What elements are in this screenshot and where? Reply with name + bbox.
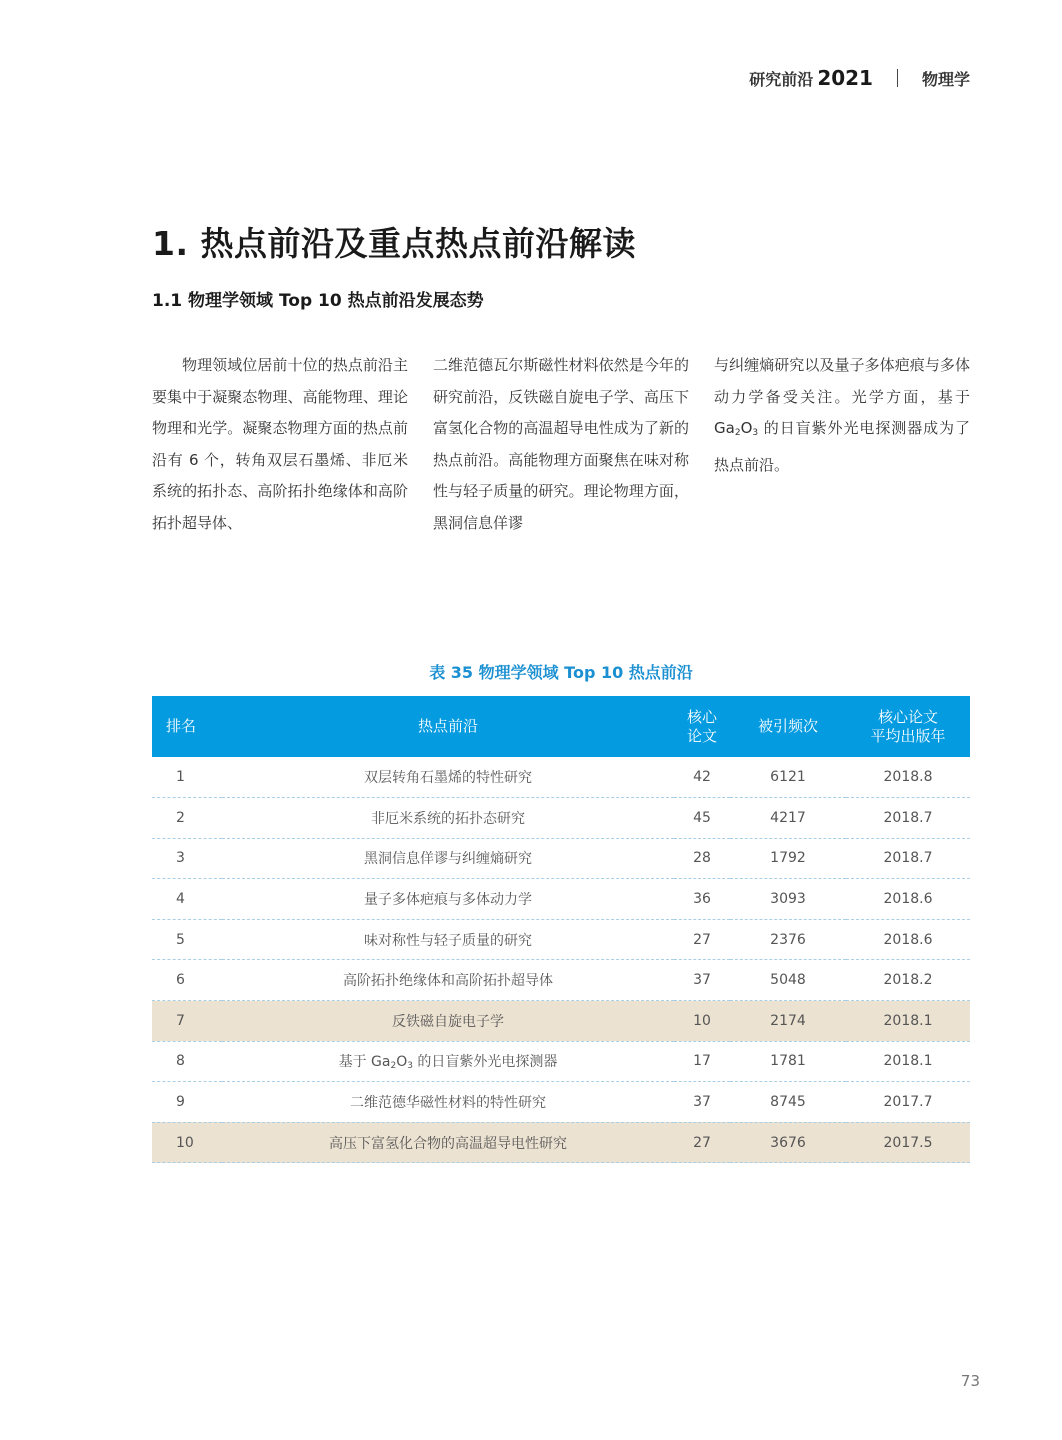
header-core-line2: 论文 [686,726,717,745]
table-caption: 表 35 物理学领域 Top 10 热点前沿 [429,663,693,682]
running-header [749,64,970,92]
page-number: 73 [960,1372,980,1390]
table-row [152,960,970,1001]
cell-rank: 9 [176,1094,185,1111]
body-column-3-mid: O [740,419,753,437]
cell-topic: 黑洞信息佯谬与纠缠熵研究 [364,851,532,868]
cell-rank: 10 [176,1134,194,1151]
body-column-3-pre: 与纠缠熵研究以及量子多体疤痕与多体动力学备受关注。光学方面，基于 Ga [714,356,970,437]
cell-citations: 1792 [770,850,806,867]
subsection-heading: 1.1 物理学领域 Top 10 热点前沿发展态势 [152,291,484,311]
body-column-3 [714,350,970,539]
table-header-row [152,696,970,757]
cell-topic: 非厄米系统的拓扑态研究 [371,810,525,827]
table-row [152,919,970,960]
cell-rank: 6 [176,972,185,989]
cell-rank: 4 [176,891,185,908]
cell-citations: 1781 [770,1053,806,1070]
cell-year: 2018.7 [883,809,933,826]
table-row [152,1082,970,1123]
cell-rank: 2 [176,809,185,826]
header-year: 2021 [817,66,873,90]
table-row [152,879,970,920]
cell-year: 2018.1 [883,1053,933,1070]
cell-core: 27 [693,931,711,948]
cell-topic: 高阶拓扑绝缘体和高阶拓扑超导体 [343,973,553,990]
header-core-line1: 核心 [686,707,717,726]
body-text [152,350,970,539]
cell-citations: 8745 [770,1094,806,1111]
section-heading: 1. 热点前沿及重点热点前沿解读 [152,224,636,263]
cell-year: 2018.8 [883,769,933,786]
cell-year: 2018.1 [883,1012,933,1029]
cell-core: 10 [693,1012,711,1029]
cell-rank: 5 [176,931,185,948]
cell-citations: 3093 [770,891,806,908]
cell-topic [222,1041,674,1082]
body-column-2: 二维范德瓦尔斯磁性材料依然是今年的研究前沿，反铁磁自旋电子学、高压下富氢化合物的高温超导电性成为了新的热点前沿。高能物理方面聚焦在味对称性与轻子质量的研究。理论物理方面，黑洞信息佯谬 [433,356,689,532]
table-row [152,838,970,879]
header-year-line1: 核心论文 [877,707,938,726]
cell-rank: 3 [176,850,185,867]
subscript: 3 [752,428,759,438]
cell-citations: 2174 [770,1012,806,1029]
subscript: 2 [390,1061,397,1072]
table-row-highlighted [152,1122,970,1163]
cell-core: 45 [693,809,711,826]
topic-mid: O [396,1054,408,1071]
cell-core: 28 [693,850,711,867]
cell-citations: 5048 [770,972,806,989]
cell-core: 37 [693,1094,711,1111]
topic-pre: 基于 Ga [338,1054,391,1071]
cell-citations: 4217 [770,809,806,826]
header-label: 研究前沿 [749,69,814,89]
cell-rank: 7 [176,1012,185,1029]
cell-year: 2018.2 [883,972,933,989]
header-avg-year [846,696,970,757]
cell-topic: 味对称性与轻子质量的研究 [364,932,532,949]
header-divider [897,69,898,87]
subscript: 3 [407,1061,413,1072]
table-row [152,757,970,798]
table-row [152,1041,970,1082]
cell-topic: 反铁磁自旋电子学 [392,1013,504,1030]
cell-citations: 6121 [770,769,806,786]
cell-topic: 高压下富氢化合物的高温超导电性研究 [329,1135,567,1152]
hotspot-table [152,696,970,1163]
topic-post: 的日盲紫外光电探测器 [412,1054,558,1071]
cell-citations: 2376 [770,931,806,948]
table-row [152,798,970,839]
header-rank: 排名 [166,717,197,735]
cell-core: 17 [693,1053,711,1070]
header-citations: 被引频次 [757,717,818,735]
cell-topic: 双层转角石墨烯的特性研究 [364,770,532,787]
subscript: 2 [734,428,741,438]
cell-year: 2018.6 [883,891,933,908]
cell-rank: 1 [176,769,185,786]
table-row-highlighted [152,1001,970,1042]
cell-topic: 二维范德华磁性材料的特性研究 [350,1095,546,1112]
cell-year: 2018.6 [883,931,933,948]
cell-core: 42 [693,769,711,786]
cell-core: 27 [693,1134,711,1151]
body-column-1: 物理领域位居前十位的热点前沿主要集中于凝聚态物理、高能物理、理论物理和光学。凝聚态物理方面的热点前沿有 6 个，转角双层石墨烯、非厄米系统的拓扑态、高阶拓扑绝缘体和高阶拓扑超导体、 [152,356,408,532]
cell-year: 2018.7 [883,850,933,867]
body-column-3-post: 的日盲紫外光电探测器成为了热点前沿。 [714,419,970,474]
header-section: 物理学 [921,69,970,89]
header-topic: 热点前沿 [417,717,478,735]
cell-year: 2017.5 [883,1134,933,1151]
cell-rank: 8 [176,1053,185,1070]
header-year-line2: 平均出版年 [870,726,946,745]
cell-citations: 3676 [770,1134,806,1151]
cell-year: 2017.7 [883,1094,933,1111]
cell-topic: 量子多体疤痕与多体动力学 [364,892,532,909]
cell-core: 37 [693,972,711,989]
header-core-papers [674,696,730,757]
cell-core: 36 [693,891,711,908]
